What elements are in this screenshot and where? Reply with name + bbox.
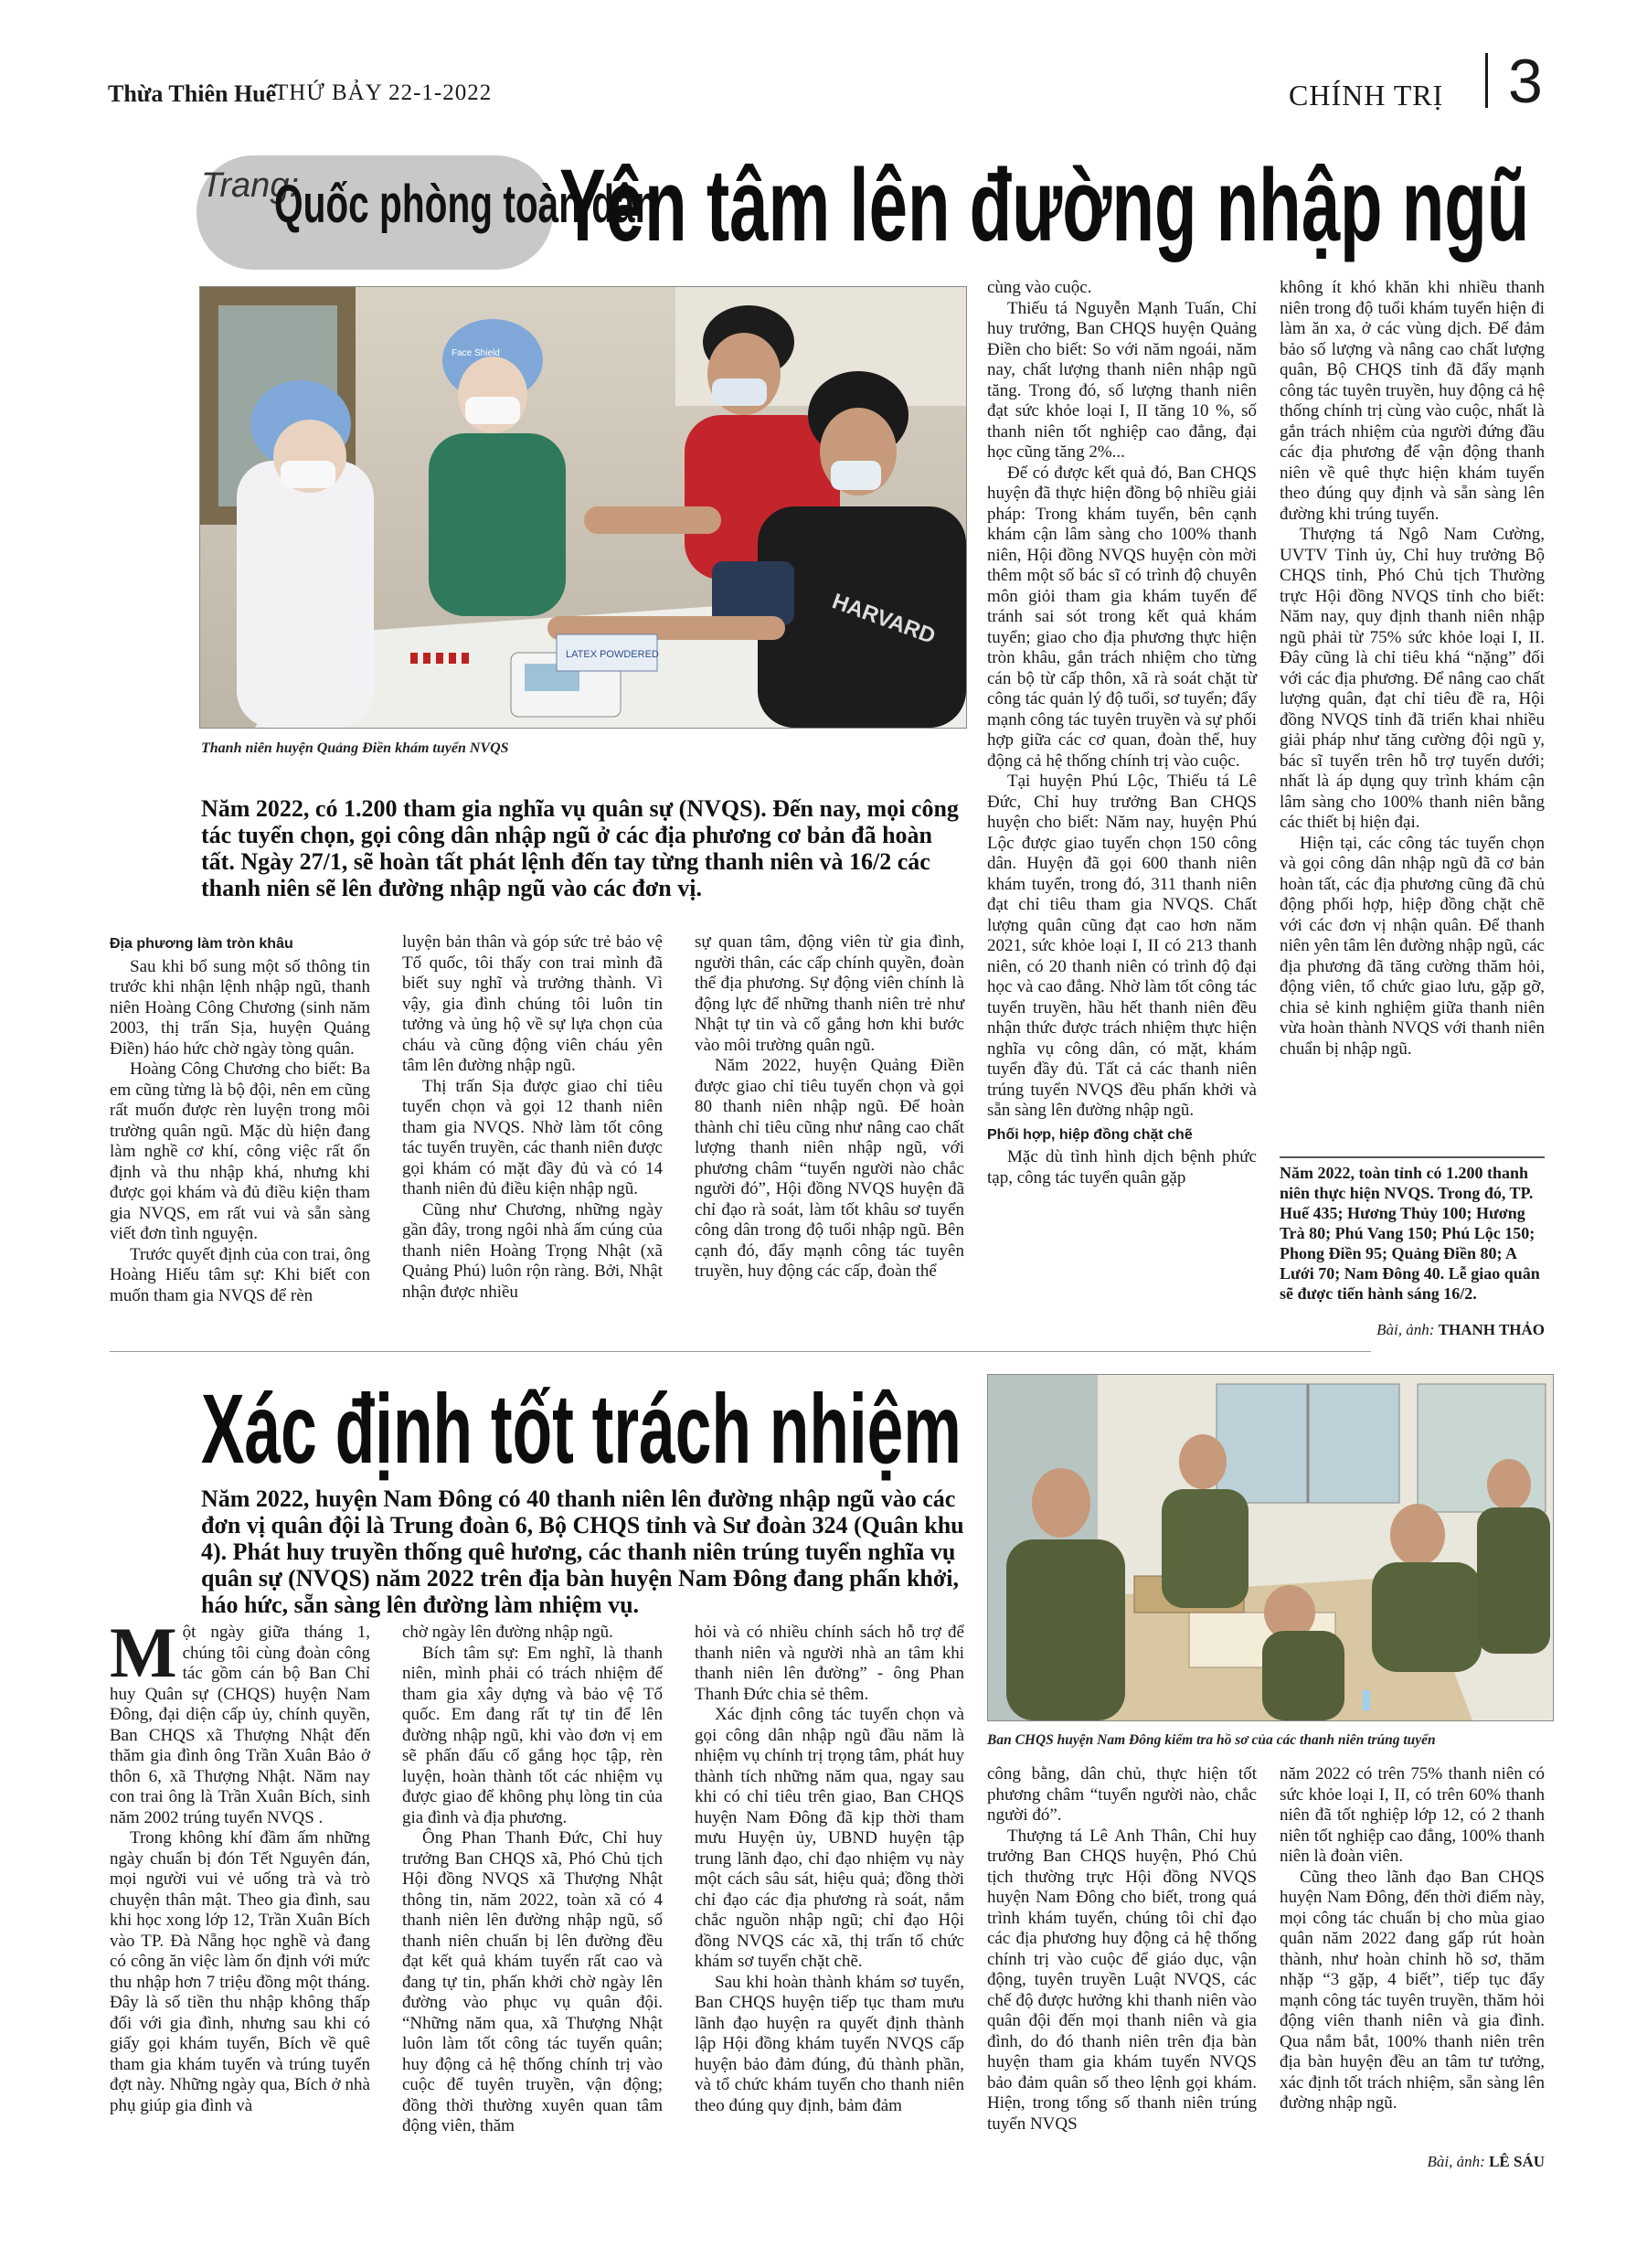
byline-label: Bài, ảnh:: [1376, 1321, 1435, 1338]
article1-subhead-2: Phối hợp, hiệp đồng chặt chẽ: [987, 1126, 1193, 1143]
paragraph: Mặc dù tình hình dịch bệnh phức tạp, công tác tuyển quân gặp: [987, 1147, 1257, 1187]
paragraph: chờ ngày lên đường nhập ngũ.: [402, 1623, 613, 1642]
article2-column-2: [402, 1623, 663, 2137]
article2-photo-caption: Ban CHQS huyện Nam Đông kiểm tra hồ sơ của các thanh niên trúng tuyển: [987, 1732, 1436, 1748]
paragraph: Năm 2022, huyện Quảng Điền được giao chỉ tiêu tuyển chọn và gọi 80 thanh niên nhập ngũ. Để hoàn thành chỉ tiêu cũng như nâng cao chất lượng thanh niên nhập ngũ, với phương châm “tuyển người nào chắc người đó”, Hội đồng NVQS huyện đã chỉ đạo rà soát, làm tốt khâu sơ tuyển công dân trong độ tuổi nhập ngũ. Bên cạnh đó, đẩy mạnh công tác tuyên truyền, huy động các cấp, đoàn thể: [695, 1056, 964, 1281]
paragraph: công bằng, dân chủ, thực hiện tốt phương châm “tuyển người nào, chắc người đó”.: [987, 1764, 1257, 1825]
paragraph: sự quan tâm, động viên từ gia đình, người thân, các cấp chính quyền, đoàn thể địa phương. Sự động viên chính là động lực để những thanh niên trẻ như Nhật tự tin và cố gắng hơn khi bước vào môi trường quân ngũ.: [695, 932, 964, 1055]
paragraph: Thượng tá Ngô Nam Cường, UVTV Tỉnh ủy, Chỉ huy trưởng Bộ CHQS tỉnh, Phó Chủ tịch Thường trực Hội đồng NVQS tỉnh cho biết: Năm nay, quy định thanh niên nhập ngũ phải từ 75% sức khỏe loại I, II. Đây cũng là chỉ tiêu khá “nặng” đối với các địa phương. Để nâng cao chất lượng quân, đạt chỉ tiêu đề ra, Hội đồng NVQS tỉnh đã triển khai nhiều giải pháp như tăng cường đội ngũ y, bác sĩ tuyến trên hỗ trợ tuyến dưới; nhất là áp dụng quy trình khám cận lâm sàng cho 100% thanh niên bằng các thiết bị hiện đại.: [1280, 525, 1545, 832]
article2-byline: [1280, 2153, 1545, 2171]
article1-column-3: [695, 932, 964, 1283]
article1-column-4: [987, 278, 1257, 1188]
paragraph: Trước quyết định của con trai, ông Hoàng Hiếu tâm sự: Khi biết con muốn tham gia NVQS để rèn: [110, 1244, 370, 1305]
article2-column-4: [987, 1764, 1257, 2135]
byline-author: THANH THẢO: [1438, 1321, 1545, 1338]
paragraph: Thượng tá Lê Anh Thân, Chỉ huy trưởng Ban CHQS huyện, Phó Chủ tịch thường trực Hội đồng NVQS huyện Nam Đông cho biết, trong quá trình khám tuyển, chúng tôi chỉ đạo các địa phương huy động cả hệ thống chính trị vào cuộc để giáo dục, vận động, tuyên truyền Luật NVQS, các chế độ được hưởng khi thanh niên vào quân đội đến mọi thanh niên và gia đình, do đó thanh niên trên địa bàn huyện tham gia khám tuyển NVQS bảo đảm quân số theo lệnh gọi khám. Hiện, trong tổng số thanh niên trúng tuyển NVQS: [987, 1826, 1257, 2134]
paragraph: Thiếu tá Nguyễn Mạnh Tuấn, Chỉ huy trưởng, Ban CHQS huyện Quảng Điền cho biết: So với năm ngoái, năm nay, chất lượng thanh niên nhập ngũ tăng. Trong đó, số lượng thanh niên đạt sức khỏe loại I, II tăng 10 %, số thanh niên tốt nghiệp cao đẳng, đại học cũng tăng 2%...: [987, 298, 1257, 462]
paragraph: Hoàng Công Chương cho biết: Ba em cũng từng là bộ đội, nên em cũng rất muốn được rèn luyện trong môi trường quân ngũ. Mặc dù hiện đang làm nghề cơ khí, công việc rất ổn định và thu nhập khá, nhưng khi được gọi khám và đủ điều kiện tham gia NVQS, em rất vui và sẵn sàng viết đơn tình nguyện.: [110, 1059, 370, 1243]
paragraph: Tại huyện Phú Lộc, Thiếu tá Lê Đức, Chỉ huy trưởng Ban CHQS huyện cho biết: Năm nay, huyện Phú Lộc được giao tuyển chọn 150 công dân. Huyện đã gọi 600 thanh niên khám tuyển, trong đó, 311 thanh niên đạt chỉ tiêu tham gia NVQS. Chất lượng quân cũng đạt cao hơn năm 2021, sức khỏe loại I, II có 213 thanh niên, có 20 thanh niên có trình độ đại học và cao đẳng. Nhờ làm tốt công tác tuyển truyền, hầu hết thanh niên đều nhận thức được trách nhiệm thực hiện nghĩa vụ công dân, có mặt, khám tuyển đầy đủ. Tất cả các thanh niên trúng tuyển NVQS đều phấn khởi và sẵn sàng lên đường nhập ngũ.: [987, 772, 1257, 1120]
paragraph: Ông Phan Thanh Đức, Chỉ huy trưởng Ban CHQS xã, Phó Chủ tịch Hội đồng NVQS xã Thượng Nhật thông tin, năm 2022, toàn xã có 4 thanh niên lên đường nhập ngũ, số thanh niên chuẩn bị lên đường đều đạt kết quả khám tuyển rất cao và đang tự tin, phấn khởi chờ ngày lên đường vào phục vụ quân đội. “Những năm qua, xã Thượng Nhật luôn làm tốt công tác tuyển quân; huy động cả hệ thống chính trị vào cuộc để tuyên truyền, vận động; đồng thời thường xuyên quan tâm động viên, thăm: [402, 1828, 663, 2135]
paragraph: Cũng theo lãnh đạo Ban CHQS huyện Nam Đông, đến thời điểm này, mọi công tác chuẩn bị cho mùa giao quân năm 2022 đang gấp rút hoàn thành, như hoàn chỉnh hồ sơ, thăm nhặp “3 gặp, 4 biết”, tiếp tục đẩy mạnh công tác tuyên truyền, thăm hỏi động viên thanh niên và gia đình. Qua nắm bắt, 100% thanh niên trên địa bàn huyện đều an tâm tư tưởng, xác định tốt trách nhiệm, sẵn sàng lên đường nhập ngũ.: [1280, 1867, 1545, 2113]
issue-date: THỨ BẢY 22-1-2022: [274, 80, 493, 105]
article1-headline: Yên tâm lên đường nhập ngũ: [559, 148, 1530, 262]
page-number: 3: [1508, 47, 1543, 116]
statistics-box: Năm 2022, toàn tỉnh có 1.200 thanh niên thực hiện NVQS. Trong đó, TP. Huế 435; Hương Thủy 100; Hương Trà 80; Phú Vang 150; Phú Lộc 150; Phong Điền 95; Quảng Điền 80; A Lưới 70; Nam Đông 40. Lễ giao quân sẽ được tiến hành sáng 16/2.: [1280, 1164, 1540, 1303]
masthead-divider: [1485, 53, 1488, 108]
article1-lead: Năm 2022, có 1.200 tham gia nghĩa vụ quân sự (NVQS). Đến nay, mọi công tác tuyển chọn, gọi công dân nhập ngũ ở các địa phương cơ bản đã hoàn tất. Ngày 27/1, sẽ hoàn tất phát lệnh đến tay từng thanh niên và 16/2 các thanh niên sẽ lên đường nhập ngũ vào các đơn vị.: [201, 795, 959, 901]
drop-cap: M: [110, 1613, 177, 1692]
article2-headline: Xác định tốt trách nhiệm: [201, 1373, 962, 1484]
paragraph: Để có được kết quả đó, Ban CHQS huyện đã thực hiện đồng bộ nhiều giải pháp: Trong khám tuyển, bên cạnh khám cận lâm sàng cho 100% thanh niên, Hội đồng NVQS huyện còn mời thêm một số bác sĩ có trình độ chuyên môn giỏi tham gia khám tuyển để tránh sai sót trong kết quả khám tuyển; giao cho địa phương thực hiện tròn khâu, gắn trách nhiệm cho từng cán bộ từ cấp thôn, xã rà soát chặt từ công tác quản lý độ tuổi, sơ tuyển; đẩy mạnh công tác tuyên truyền và sự phối hợp giữa các cơ quan, đoàn thể, huy động cả hệ thống chính trị vào cuộc.: [987, 463, 1257, 771]
article1-column-2: [402, 932, 663, 1303]
article1-photo: [199, 286, 967, 729]
section-name: CHÍNH TRỊ: [1289, 79, 1444, 112]
box-top-rule: [1280, 1156, 1545, 1158]
paragraph: Xác định công tác tuyển chọn và gọi công dân nhập ngũ đầu năm là nhiệm vụ chính trị trọng tâm, phát huy thành tích những năm qua, ngay sau khi có chỉ tiêu trên giao, Ban CHQS huyện Nam Đông đã kịp thời tham mưu Huyện ủy, UBND huyện tập trung lãnh đạo, chỉ đạo nhiệm vụ này một cách sâu sát, hiệu quả; đồng thời chỉ đạo các địa phương rà soát, nắm chắc nguồn nhập ngũ; chỉ đạo Hội đồng NVQS các xã, thị trấn tổ chức khám sơ tuyển chặt chẽ.: [695, 1705, 964, 1971]
article1-photo-caption: Thanh niên huyện Quảng Điền khám tuyển NVQS: [201, 740, 509, 756]
banner-name: Quốc phòng toàn dân: [274, 175, 658, 234]
paragraph: cùng vào cuộc.: [987, 278, 1092, 297]
article2-column-5: [1280, 1764, 1545, 2114]
paragraph: hỏi và có nhiều chính sách hỗ trợ để thanh niên và người nhà an tâm khi thanh niên lên đường” - ông Phan Thanh Đức chia sẻ thêm.: [695, 1623, 964, 1704]
article1-subhead-1: Địa phương làm tròn khâu: [110, 936, 293, 952]
article1-byline: [1280, 1321, 1545, 1339]
paragraph: Bích tâm sự: Em nghĩ, là thanh niên, mình phải có trách nhiệm để tham gia xây dựng và bảo vệ Tổ quốc. Em đang rất tự tin để lên đường nhập ngũ, khi vào đơn vị em sẽ phấn đấu cố gắng học tập, rèn luyện, hoàn thành tốt các nhiệm vụ được giao để không phụ lòng tin của gia đình và địa phương.: [402, 1643, 663, 1827]
banner-prefix: Trang:: [201, 166, 300, 205]
article2-lead: Năm 2022, huyện Nam Đông có 40 thanh niên lên đường nhập ngũ vào các đơn vị quân đội là Trung đoàn 6, Bộ CHQS tỉnh và Sư đoàn 324 (Quân khu 4). Phát huy truyền thống quê hương, các thanh niên trúng tuyển nghĩa vụ quân sự (NVQS) năm 2022 trên địa bàn huyện Nam Đông đang phấn khởi, háo hức, sẵn sàng lên đường làm nhiệm vụ.: [201, 1485, 964, 1618]
paragraph: năm 2022 có trên 75% thanh niên có sức khỏe loại I, II, có trên 60% thanh niên đã tốt nghiệp lớp 12, có 2 thanh niên tốt nghiệp cao đẳng, 100% thanh niên là đoàn viên.: [1280, 1764, 1545, 1866]
paper-name: Thừa Thiên Huế: [108, 80, 277, 107]
article2-column-3: [695, 1623, 964, 2116]
shield-text: Face Shield: [452, 348, 500, 358]
article1-column-5: [1280, 278, 1545, 1059]
byline-author: LÊ SÁU: [1489, 2153, 1545, 2170]
paragraph: Thị trấn Sịa được giao chỉ tiêu tuyển chọn và gọi 12 thanh niên tham gia NVQS. Nhờ làm tốt công tác tuyển truyền, các thanh niên được gọi khám có mặt đầy đủ và có 14 thanh niên đủ điều kiện nhập ngũ.: [402, 1076, 663, 1198]
article2-photo: [987, 1374, 1554, 1721]
medical-exam-illustration: [200, 287, 966, 728]
paragraph: luyện bản thân và góp sức trẻ bảo vệ Tổ quốc, tôi thấy con trai mình đã biết suy nghĩ và trưởng thành. Vì vậy, gia đình chúng tôi luôn tin tưởng và ủng hộ về sự lựa chọn của cháu và cũng động viên cháu yên tâm lên đường nhập ngũ.: [402, 932, 663, 1075]
paragraph: Hiện tại, các công tác tuyển chọn và gọi công dân nhập ngũ đã cơ bản hoàn tất, các địa phương cũng đã chủ động phối hợp, hiệp đồng chặt chẽ với các đơn vị nhận quân. Để thanh niên yên tâm lên đường nhập ngũ, các địa phương đã tăng cường thăm hỏi, động viên, tổ chức giao lưu, gặp gỡ, chia sẻ kinh nghiệm giữa thanh niên vừa hoàn thành NVQS với thanh niên chuẩn bị nhập ngũ.: [1280, 833, 1545, 1059]
paragraph: không ít khó khăn khi nhiều thanh niên trong độ tuổi khám tuyển hiện đi làm ăn xa, ở các vùng dịch. Để đảm bảo số lượng và nâng cao chất lượng quân, Bộ CHQS tỉnh đã đẩy mạnh công tác tuyên truyền, huy động cả hệ thống chính trị cùng vào cuộc, nhất là gắn trách nhiệm của người đứng đầu các địa phương để vận động thanh niên về quê thực hiện khám tuyển theo đúng quy định và sẵn sàng lên đường khi trúng tuyển.: [1280, 278, 1545, 524]
byline-label: Bài, ảnh:: [1427, 2153, 1485, 2170]
box-text: LATEX POWDERED: [566, 649, 659, 660]
jersey-text: HARVARD: [828, 589, 939, 649]
article-divider: [110, 1351, 1371, 1352]
article1-column-1: [110, 934, 370, 1306]
paragraph: Sau khi hoàn thành khám sơ tuyển, Ban CHQS huyện tiếp tục tham mưu lãnh đạo huyện ra quyết định thành lập Hội đồng khám tuyển NVQS cấp huyện bảo đảm đúng, đủ thành phần, và tổ chức khám tuyển cho thanh niên theo đúng quy định, bảm đảm: [695, 1972, 964, 2115]
paragraph: Cũng như Chương, những ngày gần đây, trong ngôi nhà ấm cúng của thanh niên Hoàng Trọng Nhật (xã Quảng Phú) luôn rộn ràng. Bởi, Nhật nhận được nhiều: [402, 1199, 663, 1302]
document-check-illustration: [988, 1375, 1553, 1720]
paragraph: Trong không khí đầm ấm những ngày chuẩn bị đón Tết Nguyên đán, mọi người vui vẻ uống trà và trò chuyện thân mật. Theo gia đình, sau khi học xong lớp 12, Trần Xuân Bích vào TP. Đà Nẵng học nghề và đang có công ăn việc làm ổn định với mức thu nhập hơn 7 triệu đồng một tháng. Đây là số tiền thu nhập không thấp đối với gia đình, nhưng sau khi có giấy gọi khám tuyển, Bích về quê tham gia khám tuyển và trúng tuyển đợt này. Những ngày qua, Bích ở nhà phụ giúp gia đình và: [110, 1828, 370, 2115]
paragraph: ột ngày giữa tháng 1, chúng tôi cùng đoàn công tác gồm cán bộ Ban Chỉ huy Quân sự (CHQS) huyện Nam Đông, đại diện cấp ủy, chính quyền, Ban CHQS xã Thượng Nhật đến thăm gia đình ông Trần Xuân Bảo ở thôn 6, xã Thượng Nhật. Năm nay con trai ông là Trần Xuân Bích, sinh năm 2002 trúng tuyển NVQS .: [110, 1623, 370, 1827]
paragraph: Sau khi bổ sung một số thông tin trước khi nhận lệnh nhập ngũ, thanh niên Hoàng Công Chương (sinh năm 2003, thị trấn Sịa, huyện Quảng Điền) háo hức chờ ngày tòng quân.: [110, 956, 370, 1059]
article2-column-1: [110, 1613, 370, 2116]
